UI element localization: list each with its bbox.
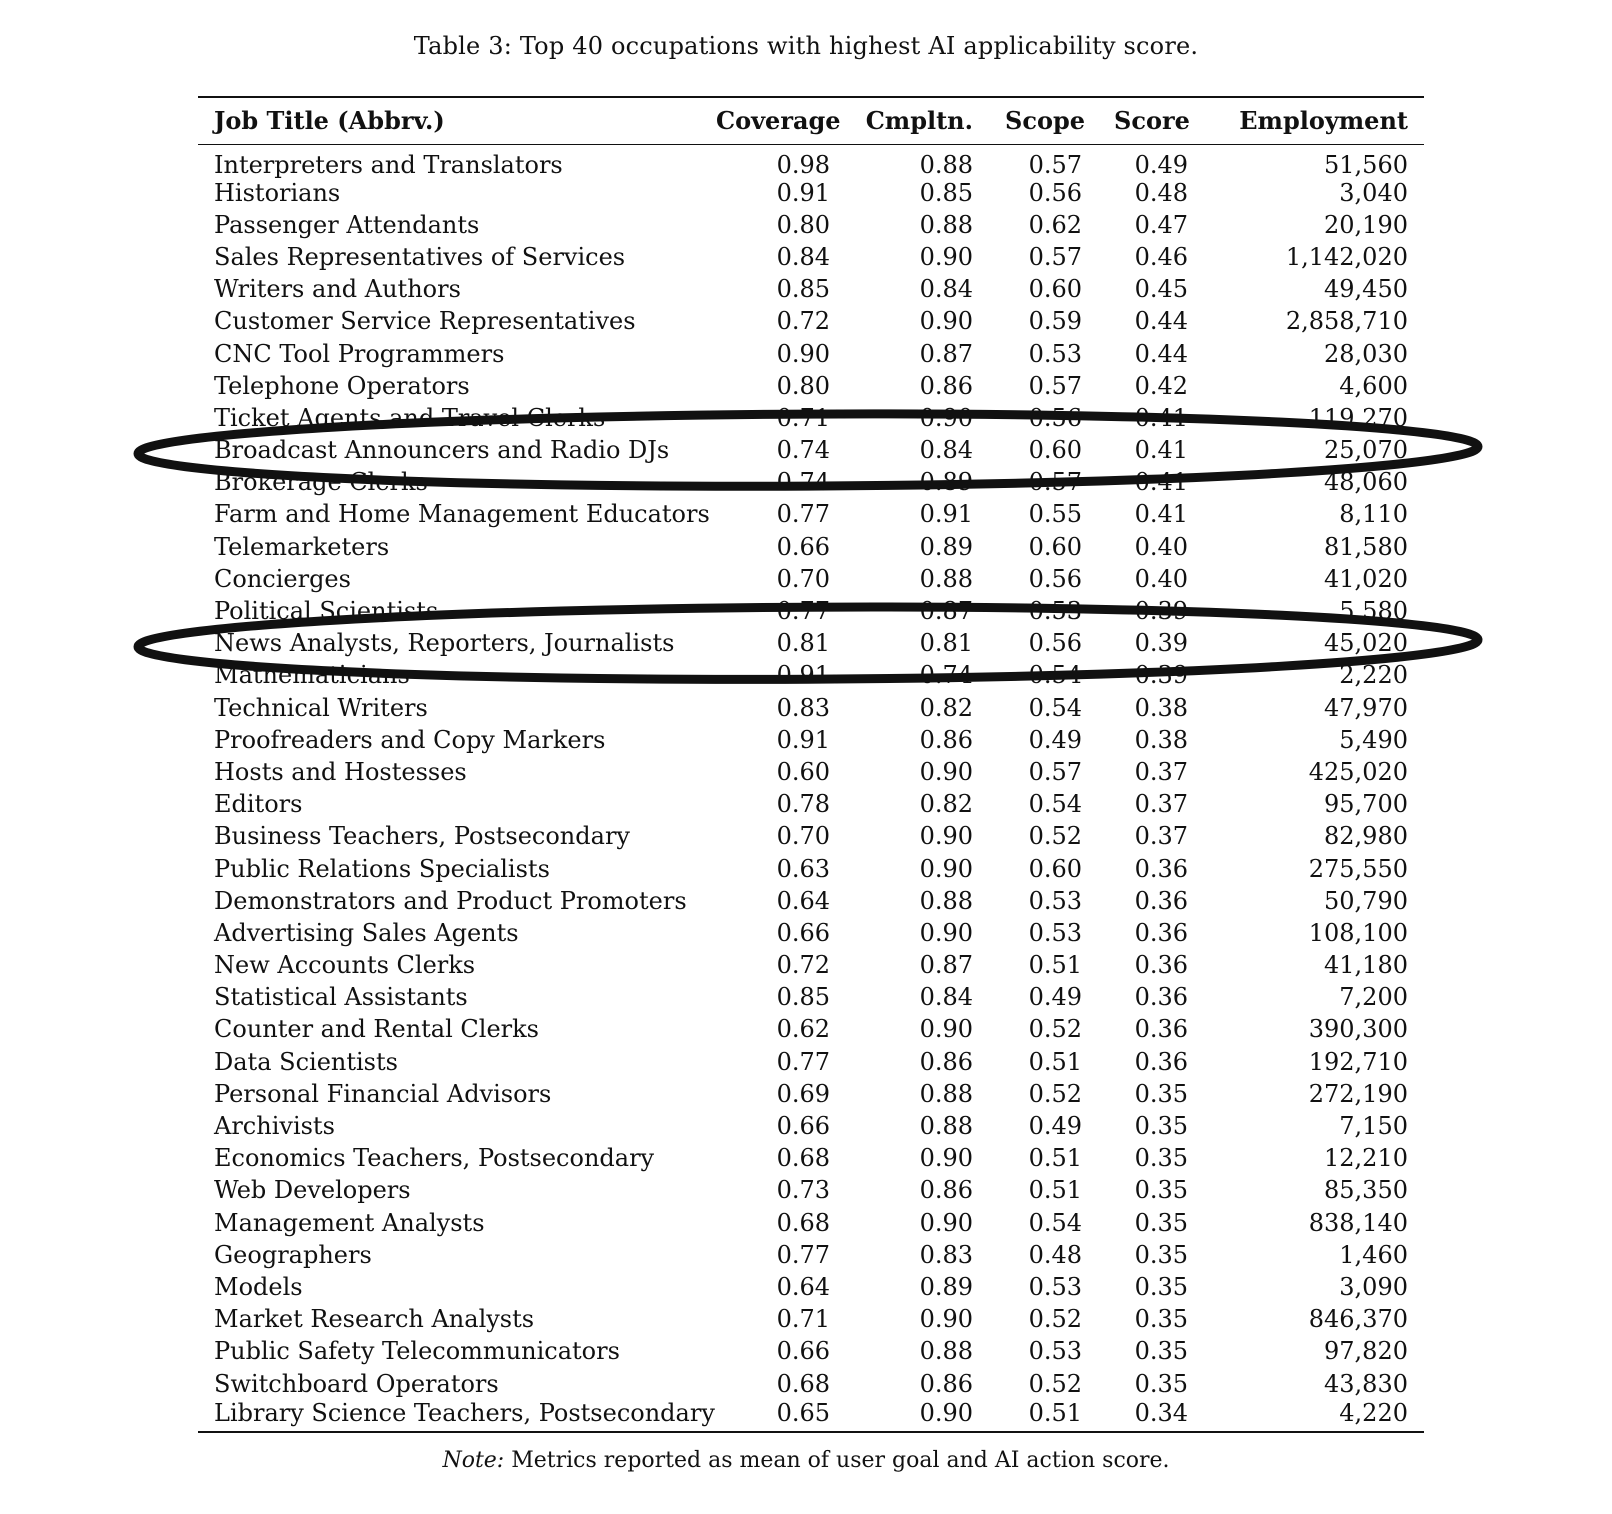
row-job-title: Public Safety Telecommunicators (214, 1337, 620, 1366)
row-coverage: 0.68 (776, 1208, 830, 1237)
row-score: 0.41 (1134, 500, 1188, 529)
row-scope: 0.52 (1028, 1305, 1082, 1334)
row-coverage: 0.70 (776, 564, 830, 593)
row-employment: 20,190 (1324, 210, 1408, 239)
row-scope: 0.54 (1028, 1208, 1082, 1237)
row-scope: 0.53 (1028, 339, 1082, 368)
row-employment: 41,020 (1324, 564, 1408, 593)
header-score: Score (1098, 97, 1204, 144)
row-completion: 0.88 (919, 1079, 973, 1108)
row-employment: 48,060 (1324, 468, 1408, 497)
table-row (198, 1013, 1424, 1045)
row-scope: 0.57 (1028, 757, 1082, 786)
row-coverage: 0.77 (776, 1240, 830, 1269)
row-completion: 0.84 (919, 983, 973, 1012)
row-employment: 3,090 (1339, 1272, 1408, 1301)
row-score: 0.36 (1134, 918, 1188, 947)
row-scope: 0.49 (1028, 1112, 1082, 1141)
table-row (198, 917, 1424, 949)
row-employment: 7,200 (1339, 983, 1408, 1012)
row-scope: 0.53 (1028, 886, 1082, 915)
row-scope: 0.56 (1028, 564, 1082, 593)
row-score: 0.40 (1134, 564, 1188, 593)
row-completion: 0.88 (919, 886, 973, 915)
row-scope: 0.57 (1028, 468, 1082, 497)
row-scope: 0.62 (1028, 210, 1082, 239)
row-employment: 81,580 (1324, 532, 1408, 561)
row-coverage: 0.74 (776, 468, 830, 497)
row-completion: 0.89 (919, 468, 973, 497)
row-coverage: 0.85 (776, 983, 830, 1012)
row-coverage: 0.66 (776, 532, 830, 561)
row-job-title: Ticket Agents and Travel Clerks (214, 403, 606, 432)
row-coverage: 0.66 (776, 1112, 830, 1141)
row-scope: 0.53 (1028, 1337, 1082, 1366)
row-job-title: Telemarketers (214, 532, 390, 561)
row-completion: 0.88 (919, 564, 973, 593)
table-row (198, 273, 1424, 305)
row-completion: 0.90 (919, 918, 973, 947)
row-coverage: 0.91 (776, 725, 830, 754)
row-scope: 0.52 (1028, 1369, 1082, 1398)
row-coverage: 0.68 (776, 1369, 830, 1398)
table-row (198, 627, 1424, 659)
row-scope: 0.60 (1028, 275, 1082, 304)
row-scope: 0.53 (1028, 1272, 1082, 1301)
row-employment: 2,220 (1339, 661, 1408, 690)
row-employment: 85,350 (1324, 1176, 1408, 1205)
table-row (198, 1271, 1424, 1303)
row-employment: 108,100 (1308, 918, 1408, 947)
row-employment: 838,140 (1308, 1208, 1408, 1237)
row-job-title: Passenger Attendants (214, 210, 480, 239)
row-coverage: 0.74 (776, 436, 830, 465)
row-completion: 0.89 (919, 532, 973, 561)
row-coverage: 0.71 (776, 1305, 830, 1334)
row-job-title: Business Teachers, Postsecondary (214, 822, 630, 851)
row-score: 0.36 (1134, 1047, 1188, 1076)
row-job-title: Personal Financial Advisors (214, 1079, 552, 1108)
row-scope: 0.57 (1028, 242, 1082, 271)
row-scope: 0.54 (1028, 661, 1082, 690)
row-score: 0.40 (1134, 532, 1188, 561)
row-job-title: Political Scientists (214, 597, 439, 626)
table-header-row (198, 97, 1424, 144)
row-score: 0.36 (1134, 951, 1188, 980)
table-row (198, 885, 1424, 917)
table-row (198, 434, 1424, 466)
header-scope: Scope (989, 97, 1098, 144)
table-row (198, 1142, 1424, 1174)
table-row (198, 402, 1424, 434)
row-job-title: Customer Service Representatives (214, 307, 636, 336)
table-row (198, 1239, 1424, 1271)
row-coverage: 0.69 (776, 1079, 830, 1108)
row-job-title: Historians (214, 178, 341, 207)
row-completion: 0.81 (919, 629, 973, 658)
row-completion: 0.83 (919, 1240, 973, 1269)
row-scope: 0.53 (1028, 918, 1082, 947)
row-employment: 97,820 (1324, 1337, 1408, 1366)
row-scope: 0.56 (1028, 403, 1082, 432)
row-scope: 0.60 (1028, 436, 1082, 465)
row-score: 0.47 (1134, 210, 1188, 239)
row-employment: 2,858,710 (1285, 307, 1408, 336)
row-scope: 0.57 (1028, 371, 1082, 400)
row-coverage: 0.77 (776, 500, 830, 529)
row-score: 0.49 (1134, 150, 1188, 179)
row-score: 0.38 (1134, 693, 1188, 722)
row-coverage: 0.81 (776, 629, 830, 658)
row-employment: 41,180 (1324, 951, 1408, 980)
row-coverage: 0.64 (776, 1272, 830, 1301)
row-employment: 49,450 (1324, 275, 1408, 304)
note-text: Metrics reported as mean of user goal and AI action score. (511, 1448, 1170, 1473)
row-completion: 0.87 (919, 597, 973, 626)
row-completion: 0.90 (919, 1144, 973, 1173)
row-score: 0.41 (1134, 403, 1188, 432)
row-coverage: 0.66 (776, 918, 830, 947)
row-scope: 0.55 (1028, 500, 1082, 529)
row-completion: 0.90 (919, 822, 973, 851)
table-row (198, 241, 1424, 273)
row-completion: 0.74 (919, 661, 973, 690)
row-job-title: Editors (214, 790, 303, 819)
row-employment: 272,190 (1308, 1079, 1408, 1108)
row-score: 0.35 (1134, 1079, 1188, 1108)
row-completion: 0.82 (919, 693, 973, 722)
table-row (198, 1078, 1424, 1110)
table-row (198, 305, 1424, 337)
table-row (198, 852, 1424, 884)
row-coverage: 0.77 (776, 1047, 830, 1076)
table-row (198, 1400, 1424, 1432)
table-row (198, 981, 1424, 1013)
table-row (198, 466, 1424, 498)
header-completion: Cmpltn. (846, 97, 989, 144)
row-scope: 0.48 (1028, 1240, 1082, 1269)
row-coverage: 0.91 (776, 661, 830, 690)
row-scope: 0.51 (1028, 1047, 1082, 1076)
row-coverage: 0.78 (776, 790, 830, 819)
row-score: 0.38 (1134, 725, 1188, 754)
row-employment: 50,790 (1324, 886, 1408, 915)
row-job-title: Public Relations Specialists (214, 854, 550, 883)
row-employment: 47,970 (1324, 693, 1408, 722)
row-scope: 0.53 (1028, 597, 1082, 626)
row-job-title: Brokerage Clerks (214, 468, 428, 497)
row-coverage: 0.91 (776, 178, 830, 207)
row-coverage: 0.71 (776, 403, 830, 432)
table-row (198, 177, 1424, 209)
row-job-title: Technical Writers (214, 693, 428, 722)
row-employment: 28,030 (1324, 339, 1408, 368)
row-scope: 0.49 (1028, 725, 1082, 754)
row-job-title: Archivists (214, 1112, 335, 1141)
row-scope: 0.51 (1028, 1176, 1082, 1205)
row-coverage: 0.73 (776, 1176, 830, 1205)
row-completion: 0.88 (919, 1112, 973, 1141)
row-employment: 8,110 (1339, 500, 1408, 529)
table-note (0, 1448, 1612, 1473)
row-coverage: 0.70 (776, 822, 830, 851)
row-coverage: 0.62 (776, 1015, 830, 1044)
row-completion: 0.90 (919, 307, 973, 336)
row-coverage: 0.90 (776, 339, 830, 368)
row-completion: 0.90 (919, 854, 973, 883)
row-job-title: News Analysts, Reporters, Journalists (214, 629, 675, 658)
row-completion: 0.82 (919, 790, 973, 819)
row-completion: 0.91 (919, 500, 973, 529)
row-employment: 4,220 (1339, 1399, 1408, 1428)
table-row (198, 788, 1424, 820)
row-score: 0.46 (1134, 242, 1188, 271)
row-score: 0.42 (1134, 371, 1188, 400)
row-coverage: 0.77 (776, 597, 830, 626)
row-score: 0.37 (1134, 790, 1188, 819)
row-employment: 25,070 (1324, 436, 1408, 465)
row-employment: 12,210 (1324, 1144, 1408, 1173)
header-job-title: Job Title (Abbrv.) (198, 97, 700, 144)
row-score: 0.35 (1134, 1305, 1188, 1334)
row-employment: 1,460 (1339, 1240, 1408, 1269)
table-row (198, 1174, 1424, 1206)
row-score: 0.35 (1134, 1369, 1188, 1398)
row-job-title: Sales Representatives of Services (214, 242, 626, 271)
row-completion: 0.88 (919, 210, 973, 239)
row-score: 0.36 (1134, 886, 1188, 915)
row-coverage: 0.65 (776, 1399, 830, 1428)
row-completion: 0.90 (919, 1208, 973, 1237)
row-job-title: Interpreters and Translators (214, 150, 563, 179)
row-employment: 1,142,020 (1285, 242, 1408, 271)
note-label: Note: (442, 1448, 505, 1473)
row-score: 0.35 (1134, 1112, 1188, 1141)
row-scope: 0.56 (1028, 629, 1082, 658)
table-row (198, 337, 1424, 369)
row-job-title: Mathematicians (214, 661, 410, 690)
row-score: 0.41 (1134, 468, 1188, 497)
row-score: 0.35 (1134, 1272, 1188, 1301)
row-job-title: Hosts and Hostesses (214, 757, 467, 786)
row-job-title: Data Scientists (214, 1047, 398, 1076)
row-coverage: 0.80 (776, 371, 830, 400)
table-row (198, 531, 1424, 563)
row-coverage: 0.85 (776, 275, 830, 304)
row-coverage: 0.63 (776, 854, 830, 883)
row-coverage: 0.83 (776, 693, 830, 722)
row-completion: 0.88 (919, 1337, 973, 1366)
row-employment: 4,600 (1339, 371, 1408, 400)
row-job-title: Geographers (214, 1240, 372, 1269)
row-job-title: Concierges (214, 564, 351, 593)
row-job-title: Broadcast Announcers and Radio DJs (214, 436, 670, 465)
row-completion: 0.90 (919, 403, 973, 432)
table-row (198, 1046, 1424, 1078)
row-job-title: New Accounts Clerks (214, 951, 476, 980)
table-row (198, 756, 1424, 788)
row-completion: 0.87 (919, 951, 973, 980)
row-scope: 0.49 (1028, 983, 1082, 1012)
table-row (198, 144, 1424, 177)
row-completion: 0.89 (919, 1272, 973, 1301)
row-score: 0.35 (1134, 1337, 1188, 1366)
row-score: 0.45 (1134, 275, 1188, 304)
row-employment: 119,270 (1308, 403, 1408, 432)
row-scope: 0.57 (1028, 150, 1082, 179)
row-job-title: Farm and Home Management Educators (214, 500, 710, 529)
row-employment: 192,710 (1308, 1047, 1408, 1076)
table-caption: Table 3: Top 40 occupations with highest AI applicability score. (413, 32, 1199, 60)
row-completion: 0.86 (919, 1369, 973, 1398)
row-completion: 0.90 (919, 1399, 973, 1428)
table-row (198, 498, 1424, 530)
row-score: 0.39 (1134, 661, 1188, 690)
row-job-title: Economics Teachers, Postsecondary (214, 1144, 655, 1173)
row-completion: 0.86 (919, 725, 973, 754)
table-row (198, 724, 1424, 756)
row-score: 0.35 (1134, 1208, 1188, 1237)
row-employment: 390,300 (1308, 1015, 1408, 1044)
row-coverage: 0.80 (776, 210, 830, 239)
table-row (198, 820, 1424, 852)
row-scope: 0.56 (1028, 178, 1082, 207)
row-completion: 0.87 (919, 339, 973, 368)
row-completion: 0.84 (919, 436, 973, 465)
table-row (198, 370, 1424, 402)
row-score: 0.44 (1134, 307, 1188, 336)
row-score: 0.36 (1134, 1015, 1188, 1044)
row-job-title: Telephone Operators (214, 371, 470, 400)
table-row (198, 692, 1424, 724)
row-scope: 0.54 (1028, 693, 1082, 722)
row-employment: 95,700 (1324, 790, 1408, 819)
header-employment: Employment (1204, 97, 1424, 144)
row-scope: 0.59 (1028, 307, 1082, 336)
row-completion: 0.88 (919, 150, 973, 179)
row-score: 0.44 (1134, 339, 1188, 368)
row-employment: 3,040 (1339, 178, 1408, 207)
row-score: 0.37 (1134, 757, 1188, 786)
row-score: 0.48 (1134, 178, 1188, 207)
row-job-title: Writers and Authors (214, 275, 461, 304)
row-job-title: Advertising Sales Agents (214, 918, 519, 947)
row-job-title: Management Analysts (214, 1208, 485, 1237)
row-scope: 0.60 (1028, 532, 1082, 561)
row-employment: 51,560 (1324, 150, 1408, 179)
row-scope: 0.51 (1028, 1399, 1082, 1428)
row-job-title: Demonstrators and Product Promoters (214, 886, 687, 915)
row-employment: 43,830 (1324, 1369, 1408, 1398)
row-coverage: 0.68 (776, 1144, 830, 1173)
table-row (198, 1207, 1424, 1239)
row-job-title: CNC Tool Programmers (214, 339, 505, 368)
row-scope: 0.54 (1028, 790, 1082, 819)
row-score: 0.36 (1134, 854, 1188, 883)
row-completion: 0.90 (919, 1015, 973, 1044)
row-score: 0.35 (1134, 1240, 1188, 1269)
table-row (198, 1110, 1424, 1142)
row-score: 0.39 (1134, 597, 1188, 626)
row-coverage: 0.84 (776, 242, 830, 271)
row-coverage: 0.60 (776, 757, 830, 786)
row-coverage: 0.98 (776, 150, 830, 179)
row-employment: 5,580 (1339, 597, 1408, 626)
row-completion: 0.86 (919, 1176, 973, 1205)
row-employment: 425,020 (1308, 757, 1408, 786)
row-completion: 0.86 (919, 1047, 973, 1076)
row-employment: 7,150 (1339, 1112, 1408, 1141)
row-job-title: Web Developers (214, 1176, 411, 1205)
row-score: 0.34 (1134, 1399, 1188, 1428)
row-completion: 0.86 (919, 371, 973, 400)
row-job-title: Proofreaders and Copy Markers (214, 725, 606, 754)
row-scope: 0.60 (1028, 854, 1082, 883)
row-coverage: 0.64 (776, 886, 830, 915)
row-scope: 0.52 (1028, 1079, 1082, 1108)
row-scope: 0.52 (1028, 822, 1082, 851)
table-row (198, 595, 1424, 627)
row-employment: 82,980 (1324, 822, 1408, 851)
row-completion: 0.90 (919, 242, 973, 271)
row-completion: 0.85 (919, 178, 973, 207)
row-job-title: Market Research Analysts (214, 1305, 535, 1334)
row-score: 0.35 (1134, 1176, 1188, 1205)
row-coverage: 0.66 (776, 1337, 830, 1366)
row-scope: 0.51 (1028, 1144, 1082, 1173)
table-row (198, 1335, 1424, 1367)
row-employment: 275,550 (1308, 854, 1408, 883)
row-score: 0.41 (1134, 436, 1188, 465)
row-completion: 0.84 (919, 275, 973, 304)
row-coverage: 0.72 (776, 951, 830, 980)
row-job-title: Switchboard Operators (214, 1369, 499, 1398)
occupations-table (198, 96, 1424, 1433)
row-scope: 0.52 (1028, 1015, 1082, 1044)
table-row (198, 659, 1424, 691)
row-employment: 45,020 (1324, 629, 1408, 658)
row-score: 0.37 (1134, 822, 1188, 851)
row-job-title: Counter and Rental Clerks (214, 1015, 539, 1044)
row-coverage: 0.72 (776, 307, 830, 336)
row-completion: 0.90 (919, 1305, 973, 1334)
row-employment: 846,370 (1308, 1305, 1408, 1334)
row-job-title: Statistical Assistants (214, 983, 468, 1012)
row-completion: 0.90 (919, 757, 973, 786)
row-job-title: Library Science Teachers, Postsecondary (214, 1399, 715, 1428)
row-job-title: Models (214, 1272, 303, 1301)
table-row (198, 949, 1424, 981)
row-scope: 0.51 (1028, 951, 1082, 980)
table-row (198, 1367, 1424, 1399)
table-row (198, 563, 1424, 595)
header-coverage: Coverage (700, 97, 846, 144)
row-score: 0.35 (1134, 1144, 1188, 1173)
row-score: 0.39 (1134, 629, 1188, 658)
row-employment: 5,490 (1339, 725, 1408, 754)
table-row (198, 209, 1424, 241)
row-score: 0.36 (1134, 983, 1188, 1012)
table-row (198, 1303, 1424, 1335)
